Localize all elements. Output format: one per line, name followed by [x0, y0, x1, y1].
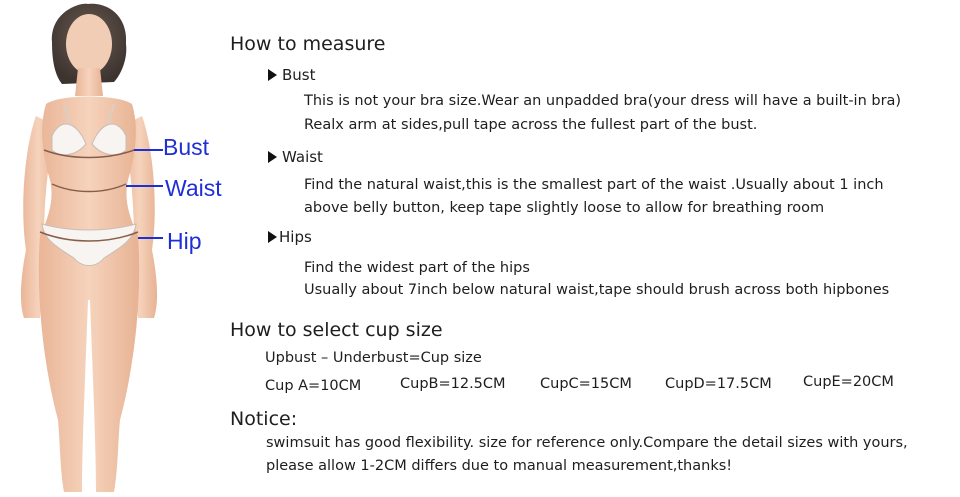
- triangle-bullet-icon: [268, 151, 277, 163]
- bust-instruction-1: This is not your bra size.Wear an unpadded bra(your dress will have a built-in bra): [304, 93, 902, 109]
- how-to-measure-heading: How to measure: [230, 33, 386, 55]
- hips-subheading-label: Hips: [279, 228, 312, 246]
- cup-size-a: Cup A=10CM: [265, 378, 362, 394]
- waist-subheading-label: Waist: [282, 148, 323, 166]
- cup-size-formula: Upbust – Underbust=Cup size: [265, 350, 482, 366]
- bust-label: Bust: [163, 134, 210, 160]
- notice-line-2: please allow 1-2CM differs due to manual measurement,thanks!: [266, 458, 733, 474]
- notice-heading: Notice:: [230, 408, 298, 430]
- hips-instruction-2: Usually about 7inch below natural waist,tape should brush across both hipbones: [304, 282, 890, 298]
- cup-size-b: CupB=12.5CM: [400, 376, 506, 392]
- body-figure: [0, 0, 230, 497]
- hips-subheading: [268, 228, 312, 246]
- waist-instruction-1: Find the natural waist,this is the smallest part of the waist .Usually about 1 inch: [304, 177, 884, 193]
- cup-size-heading: How to select cup size: [230, 319, 443, 341]
- hip-label: Hip: [167, 228, 202, 254]
- cup-size-c: CupC=15CM: [540, 376, 632, 392]
- waist-label: Waist: [165, 175, 222, 201]
- bust-subheading-label: Bust: [282, 66, 316, 84]
- cup-size-e: CupE=20CM: [803, 374, 894, 390]
- hips-instruction-1: Find the widest part of the hips: [304, 260, 530, 276]
- waist-instruction-2: above belly button, keep tape slightly loose to allow for breathing room: [304, 200, 825, 216]
- bust-instruction-2: Realx arm at sides,pull tape across the fullest part of the bust.: [304, 117, 758, 133]
- triangle-bullet-icon: [268, 231, 277, 243]
- triangle-bullet-icon: [268, 69, 277, 81]
- waist-subheading: [268, 148, 323, 166]
- bust-subheading: [268, 66, 316, 84]
- cup-size-d: CupD=17.5CM: [665, 376, 772, 392]
- notice-line-1: swimsuit has good flexibility. size for reference only.Compare the detail sizes with yours,: [266, 435, 908, 451]
